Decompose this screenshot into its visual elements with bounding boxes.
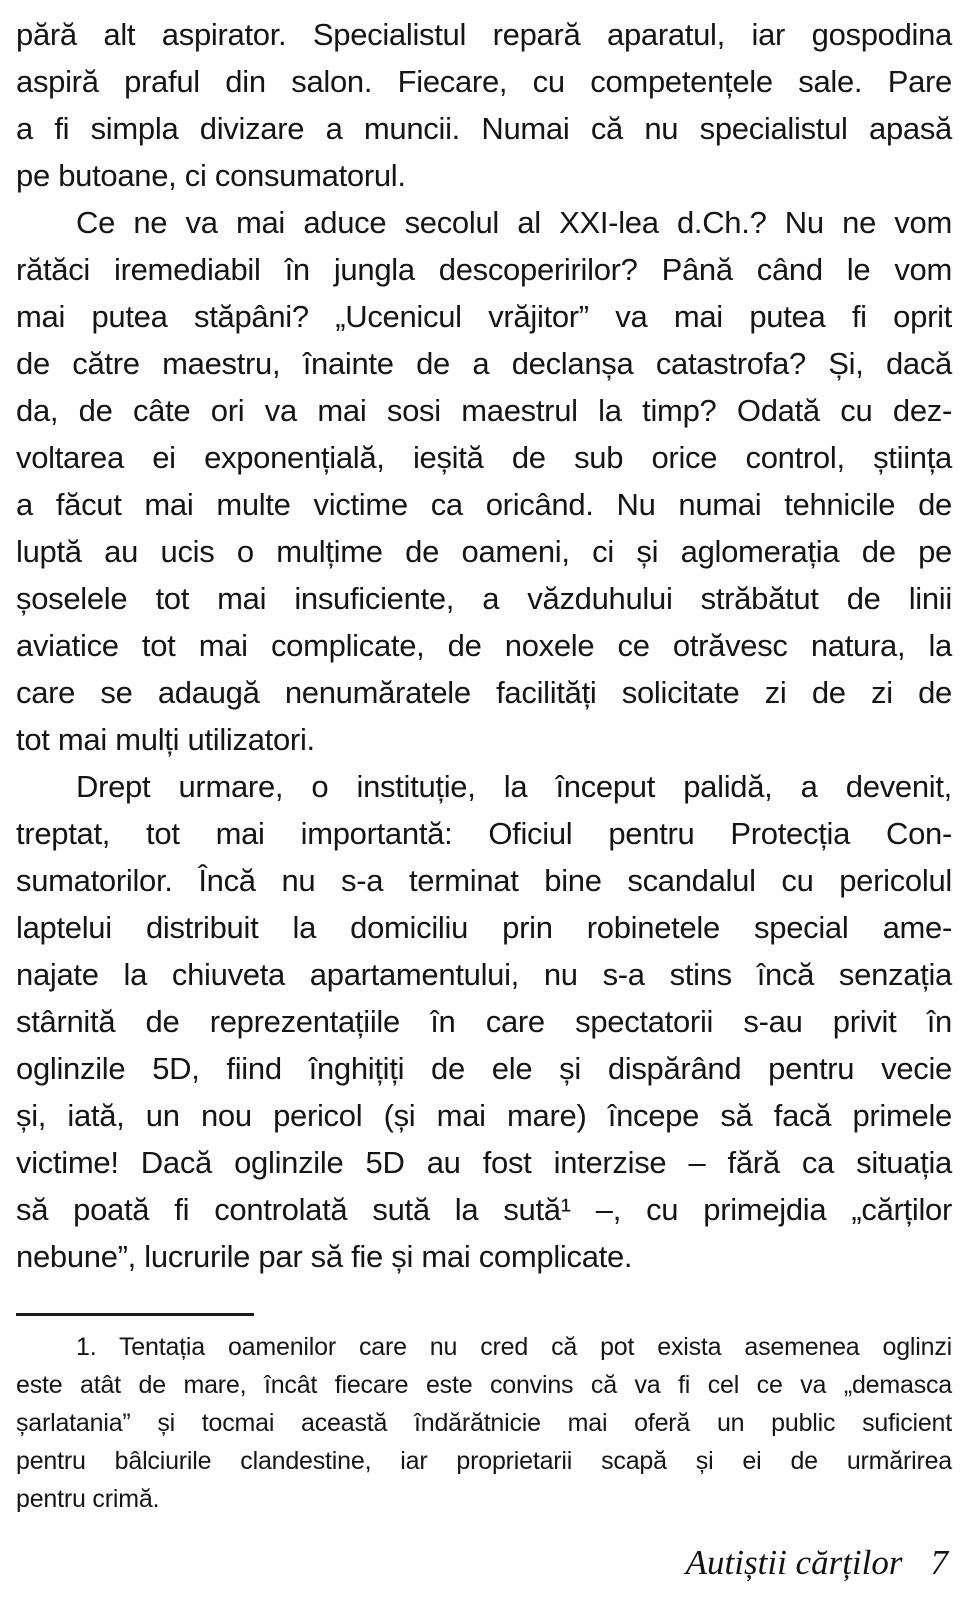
text-line: rătăci iremediabil în jungla descoperirilor? Până când le vom: [16, 252, 952, 287]
page-footer: [0, 1518, 972, 1584]
text-line: pentru bâlciurile clandestine, iar proprietarii scapă și ei de urmărirea: [16, 1447, 952, 1475]
paragraph: [16, 1328, 952, 1518]
text-line: șoselele tot mai insuficiente, a văzduhului străbătut de linii: [16, 581, 952, 616]
text-line: care se adaugă nenumăratele facilități solicitate zi de zi de: [16, 675, 952, 710]
text-line: să poată fi controlată sută la sută¹ –, cu primejdia „cărților: [16, 1192, 952, 1227]
text-line: pe butoane, ci consumatorul.: [16, 158, 406, 193]
text-line: mai putea stăpâni? „Ucenicul vrăjitor” va mai putea fi oprit: [16, 299, 952, 334]
text-line: voltarea ei exponențială, ieșită de sub orice control, știința: [16, 440, 952, 475]
text-line: pentru crimă.: [16, 1485, 160, 1513]
paragraph: [16, 199, 952, 763]
text-line: oglinzile 5D, fiind înghițiți de ele și dispărând pentru vecie: [16, 1051, 952, 1086]
text-line: najate la chiuveta apartamentului, nu s-a stins încă senzația: [16, 957, 952, 992]
text-line: luptă au ucis o mulțime de oameni, ci și aglomerația de pe: [16, 534, 952, 569]
text-line: aviatice tot mai complicate, de noxele ce otrăvesc natura, la: [16, 628, 952, 663]
paragraph: [16, 11, 952, 199]
text-line: șarlatania” și tocmai această îndărătnicie mai oferă un public suficient: [16, 1409, 952, 1437]
text-line: laptelui distribuit la domiciliu prin robinetele special ame-: [16, 910, 952, 945]
text-line: sumatorilor. Încă nu s-a terminat bine scandalul cu pericolul: [16, 863, 952, 898]
footnote: [0, 1316, 972, 1518]
text-line: Drept urmare, o instituție, la început palidă, a devenit,: [76, 769, 952, 804]
text-line: victime! Dacă oglinzile 5D au fost interzise – fără ca situația: [16, 1145, 952, 1180]
page-number: 7: [930, 1543, 948, 1582]
text-line: treptat, tot mai importantă: Oficiul pentru Protecția Con-: [16, 816, 952, 851]
text-line: tot mai mulți utilizatori.: [16, 722, 315, 757]
text-line: pără alt aspirator. Specialistul repară aparatul, iar gospodina: [16, 17, 952, 52]
text-line: aspiră praful din salon. Fiecare, cu competențele sale. Pare: [16, 64, 952, 99]
text-line: nebune”, lucrurile par să fie și mai complicate.: [16, 1239, 633, 1274]
running-title: Autiștii cărților: [685, 1543, 903, 1582]
text-line: Ce ne va mai aduce secolul al XXI-lea d.Ch.? Nu ne vom: [76, 205, 952, 240]
paragraph: [16, 763, 952, 1280]
text-line: a fi simpla divizare a muncii. Numai că nu specialistul apasă: [16, 111, 952, 146]
text-line: de către maestru, înainte de a declanșa catastrofa? Și, dacă: [16, 346, 952, 381]
text-line: 1. Tentația oamenilor care nu cred că pot exista asemenea oglinzi: [76, 1333, 952, 1361]
text-line: stârnită de reprezentațiile în care spectatorii s-au privit în: [16, 1004, 952, 1039]
text-line: da, de câte ori va mai sosi maestrul la timp? Odată cu dez-: [16, 393, 952, 428]
text-line: este atât de mare, încât fiecare este convins că va fi cel ce va „demasca: [16, 1371, 952, 1399]
text-line: a făcut mai multe victime ca oricând. Nu numai tehnicile de: [16, 487, 952, 522]
text-line: și, iată, un nou pericol (și mai mare) începe să facă primele: [16, 1098, 952, 1133]
